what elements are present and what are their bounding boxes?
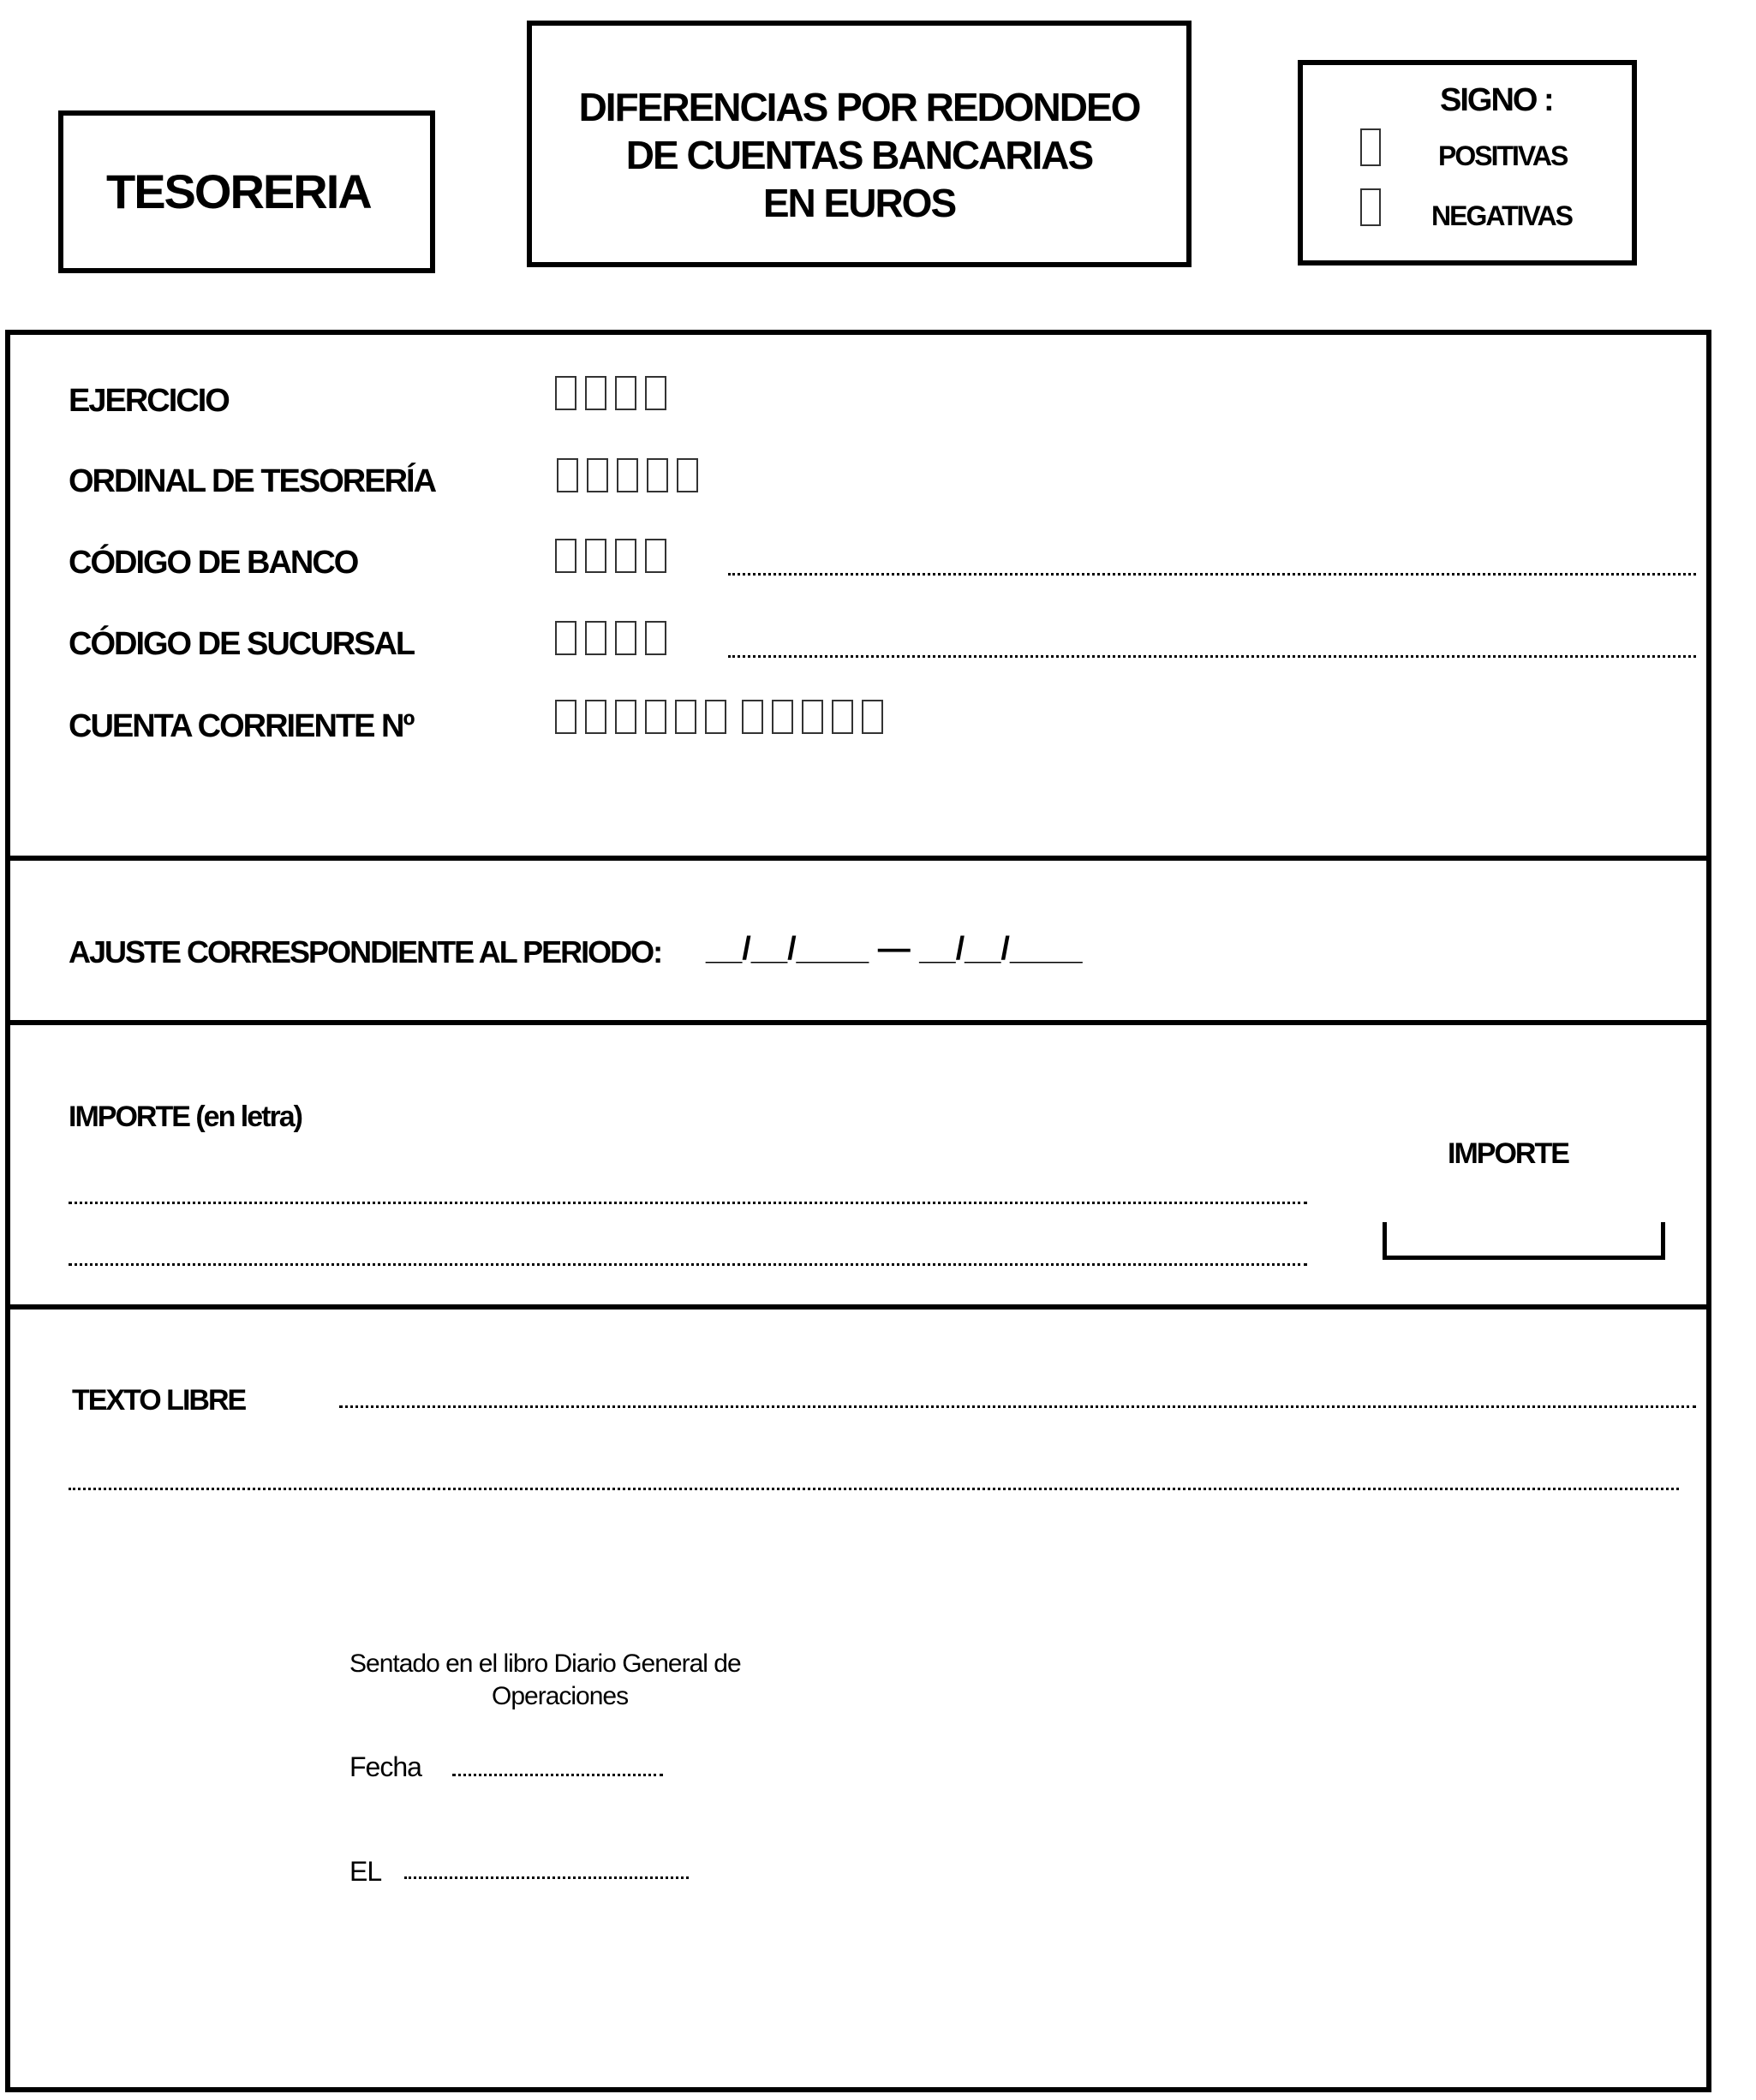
bank-code-label: CÓDIGO DE BANCO [69,545,358,581]
digit-cell[interactable] [645,376,666,410]
digit-cell[interactable] [645,700,666,734]
free-text-line-1[interactable] [339,1405,1696,1408]
digit-cell[interactable] [615,376,636,410]
main-form [5,330,1711,2092]
digit-cell[interactable] [555,539,576,573]
sign-negative-label: NEGATIVAS [1431,200,1572,231]
digit-cell[interactable] [742,700,763,734]
amount-words-line-2[interactable] [69,1263,1307,1266]
digit-cell[interactable] [555,376,576,410]
bank-name-line[interactable] [728,573,1696,576]
digit-cell[interactable] [802,700,823,734]
ejercicio-label: EJERCICIO [69,383,229,419]
digit-cell[interactable] [585,621,606,655]
digit-cell[interactable] [705,700,726,734]
digit-cell[interactable] [615,539,636,573]
branch-code-cells[interactable] [555,621,675,655]
amount-words-line-1[interactable] [69,1202,1307,1204]
account-number-label: CUENTA CORRIENTE Nº [69,708,414,744]
digit-cell[interactable] [557,458,578,492]
form-title-box [527,21,1192,267]
digit-cell[interactable] [645,539,666,573]
digit-cell[interactable] [645,621,666,655]
section-divider [10,1304,1706,1310]
negative-checkbox[interactable] [1360,188,1381,226]
sign-box [1298,60,1637,265]
dept-title: TESORERIA [106,164,371,218]
digit-cell[interactable] [647,458,668,492]
digit-cell[interactable] [555,621,576,655]
digit-cell[interactable] [585,539,606,573]
digit-cell[interactable] [615,700,636,734]
digit-cell[interactable] [555,700,576,734]
branch-name-line[interactable] [728,655,1696,658]
digit-cell[interactable] [677,458,698,492]
digit-cell[interactable] [617,458,638,492]
free-text-label: TEXTO LIBRE [72,1384,246,1417]
branch-code-label: CÓDIGO DE SUCURSAL [69,626,415,662]
account-number-cells[interactable] [555,700,892,734]
form-title-line3: EN EUROS [762,181,956,225]
section-divider [10,856,1706,861]
section-divider [10,1020,1706,1025]
free-text-line-2[interactable] [69,1488,1679,1490]
amount-label: IMPORTE [1448,1137,1568,1170]
el-label: EL [349,1856,382,1887]
el-signature-line[interactable] [404,1876,689,1879]
digit-cell[interactable] [675,700,696,734]
positive-checkbox[interactable] [1360,128,1381,166]
digit-cell[interactable] [772,700,793,734]
date-line[interactable] [452,1774,663,1776]
date-label: Fecha [349,1751,421,1782]
period-label: AJUSTE CORRESPONDIENTE AL PERIODO: [69,934,662,969]
ejercicio-cells[interactable] [555,376,675,410]
amount-field[interactable] [1383,1222,1665,1260]
digit-cell[interactable] [585,376,606,410]
digit-cell[interactable] [615,621,636,655]
tesoreria-box [58,110,435,273]
bank-code-cells[interactable] [555,539,675,573]
digit-cell[interactable] [862,700,883,734]
sign-label: SIGNO : [1440,82,1553,118]
sign-positive-label: POSITIVAS [1438,140,1568,171]
amount-words-label: IMPORTE (en letra) [69,1101,302,1133]
ordinal-cells[interactable] [557,458,707,492]
seated-text-line2: Operaciones [492,1682,629,1710]
form-title-line1: DIFERENCIAS POR REDONDEO [578,85,1140,129]
period-date-range[interactable]: __/__/____ — __/__/____ [706,931,1083,967]
seated-text-line1: Sentado en el libro Diario General de [349,1650,741,1678]
digit-cell[interactable] [585,700,606,734]
ordinal-label: ORDINAL DE TESORERÍA [69,463,436,499]
digit-cell[interactable] [832,700,853,734]
digit-cell[interactable] [587,458,608,492]
form-title-line2: DE CUENTAS BANCARIAS [625,133,1093,177]
